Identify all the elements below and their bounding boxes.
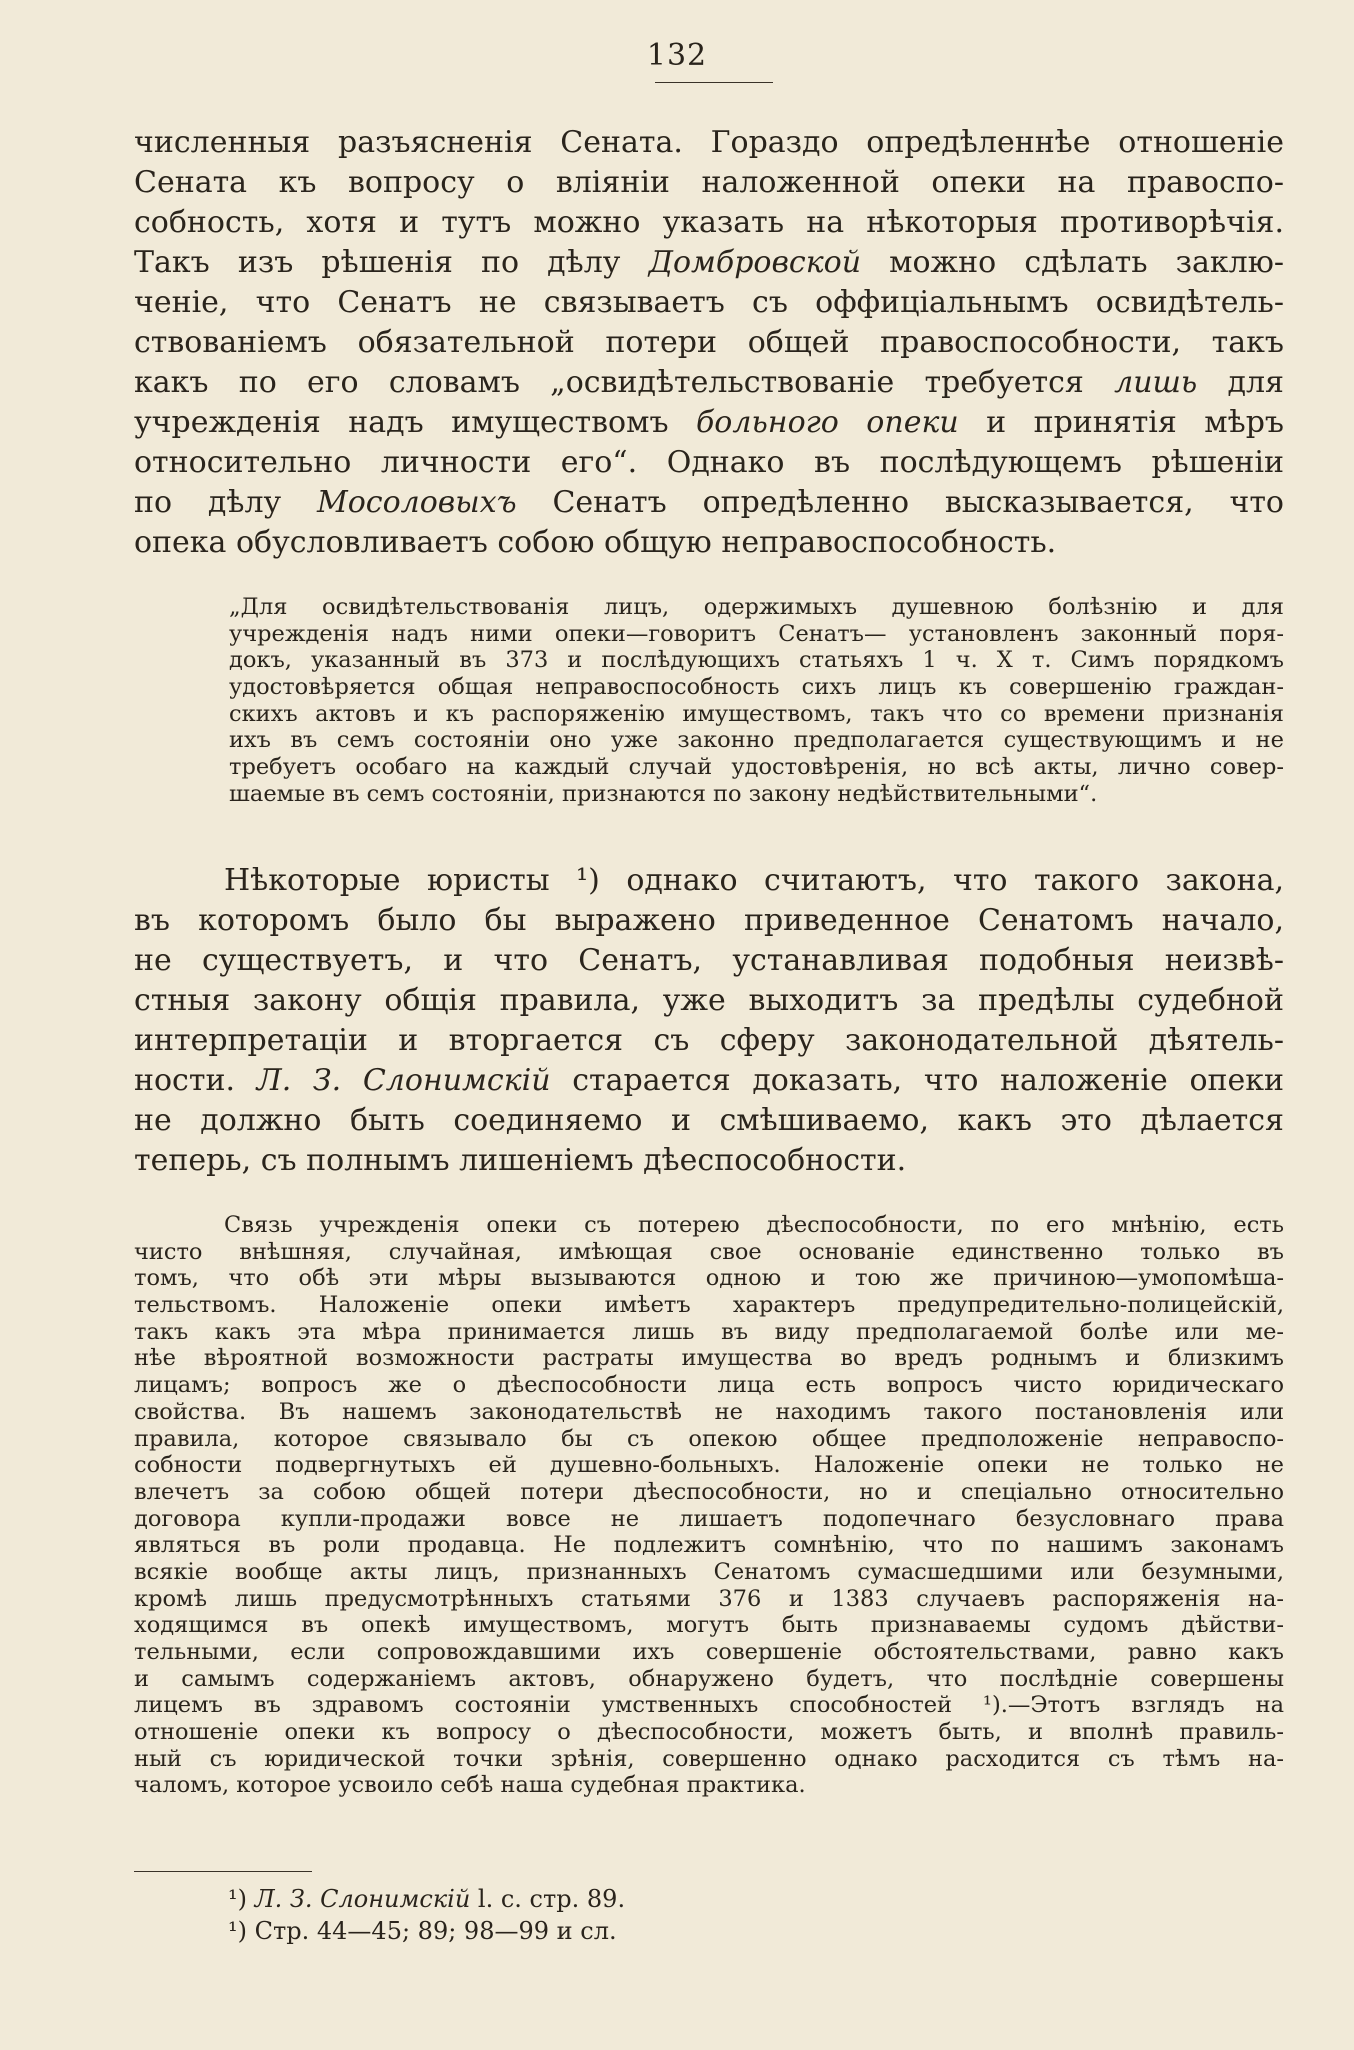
para2-line: теперь, съ полнымъ лишеніемъ дѣеспособности. — [134, 1143, 907, 1178]
para2-line: не существуетъ, и что Сенатъ, устанавливая подобныя неизвѣ- — [134, 943, 1284, 978]
para1-line: ствованіемъ обязательной потери общей правоспособности, такъ — [134, 325, 1284, 360]
para3-line: тельными, если сопровождавшими ихъ совершеніе обстоятельствами, равно какъ — [134, 1639, 1284, 1665]
para3-line: отношеніе опеки къ вопросу о дѣеспособности, можетъ быть, и вполнѣ правиль- — [134, 1719, 1284, 1746]
para1-line: численныя разъясненія Сената. Гораздо опредѣленнѣе отношеніе — [134, 125, 1284, 160]
para1-line: учрежденія надъ имуществомъ больного опеки и принятія мѣръ — [134, 405, 1284, 440]
para3-line: правила, которое связывало бы съ опекою общее предположеніе неправоспо- — [134, 1425, 1284, 1452]
para1-line: опека обусловливаетъ собою общую неправоспособность. — [134, 525, 1057, 560]
para3-line: ный съ юридической точки зрѣнія, совершенно однако расходится съ тѣмъ на- — [134, 1745, 1284, 1772]
quote-line: требуетъ особаго на каждый случай удостовѣренія, но всѣ акты, лично совер- — [229, 754, 1284, 781]
quote-line: удостовѣряется общая неправоспособность сихъ лицъ къ совершенію граждан- — [229, 674, 1284, 701]
para3-line: лицемъ въ здравомъ состояніи умственныхъ способностей ¹).—Этотъ взглядъ на — [134, 1692, 1284, 1719]
footnote-1 — [228, 1885, 625, 1913]
para2-line: Нѣкоторые юристы ¹) однако считаютъ, что такого закона, — [224, 863, 1284, 898]
para3-line: свойства. Въ нашемъ законодательствѣ не находимъ такого постановленія или — [134, 1398, 1284, 1425]
quote-line: „Для освидѣтельствованія лицъ, одержимыхъ душевною болѣзнію и для — [229, 594, 1284, 620]
quote-line: учрежденія надъ ними опеки—говоритъ Сенатъ— установленъ законный поря- — [229, 620, 1284, 647]
quote-line: докъ, указанный въ 373 и послѣдующихъ статьяхъ 1 ч. X т. Симъ порядкомъ — [229, 647, 1284, 674]
para3-line: такъ какъ эта мѣра принимается лишь въ виду предполагаемой болѣе или ме- — [134, 1318, 1284, 1345]
footnote-mark: ¹) — [228, 1917, 247, 1945]
para3-line: нѣе вѣроятной возможности растраты имущества во вредъ роднымъ и близкимъ — [134, 1345, 1284, 1372]
para1-line: какъ по его словамъ „освидѣтельствованіе требуется лишь для — [134, 365, 1284, 400]
para3-line: тельствомъ. Наложеніе опеки имѣетъ характеръ предупредительно-полицейскій, — [134, 1292, 1284, 1319]
para1-line: относительно личности его“. Однако въ послѣдующемъ рѣшеніи — [134, 445, 1284, 480]
page-number: 132 — [646, 38, 708, 73]
footnote-author: Л. З. Слонимскій — [254, 1885, 471, 1913]
quote-line: скихъ актовъ и къ распоряженію имуществомъ, такъ что со времени признанія — [229, 700, 1284, 727]
footnote-mark: ¹) — [228, 1885, 247, 1913]
para2-line: стныя закону общія правила, уже выходитъ за предѣлы судебной — [134, 983, 1284, 1018]
paragraph-1 — [134, 123, 1284, 563]
para2-line: ности. Л. З. Слонимскій старается доказать, что наложеніе опеки — [134, 1063, 1284, 1098]
para2-line: интерпретаціи и вторгается съ сферу законодательной дѣятель- — [134, 1023, 1284, 1058]
para1-line: собность, хотя и тутъ можно указать на нѣкоторыя противорѣчія. — [134, 205, 1284, 240]
footnote-text: Стр. 44—45; 89; 98—99 и сл. — [254, 1917, 617, 1945]
para3-line: и самымъ содержаніемъ актовъ, обнаружено будетъ, что послѣдніе совершены — [134, 1665, 1284, 1692]
para2-line: не должно быть соединяемо и смѣшиваемо, какъ это дѣлается — [134, 1103, 1284, 1138]
para1-line: Сената къ вопросу о вліяніи наложенной опеки на правоспо- — [134, 165, 1284, 200]
para1-line: по дѣлу Мосоловыхъ Сенатъ опредѣленно высказывается, что — [134, 485, 1284, 520]
para3-line: чисто внѣшняя, случайная, имѣющая свое основаніе единственно только въ — [134, 1238, 1284, 1265]
para1-line: Такъ изъ рѣшенія по дѣлу Домбровской можно сдѣлать заклю- — [134, 245, 1284, 280]
footnote-2 — [228, 1917, 617, 1945]
paragraph-3 — [134, 1212, 1284, 1799]
para3-line: кромѣ лишь предусмотрѣнныхъ статьями 376 и 1383 случаевъ распоряженія на- — [134, 1585, 1284, 1612]
senate-quote — [134, 594, 1284, 808]
page-number-rule — [655, 82, 773, 83]
para3-line: собности подвергнутыхъ ей душевно-больныхъ. Наложеніе опеки не только не — [134, 1452, 1284, 1479]
para3-line: всякіе вообще акты лицъ, признанныхъ Сенатомъ сумасшедшими или безумными, — [134, 1558, 1284, 1585]
para3-line: чаломъ, которое усвоило себѣ наша судебная практика. — [134, 1772, 806, 1799]
quote-line: шаемые въ семъ состояніи, признаются по закону недѣйствительными“. — [229, 780, 1098, 807]
para3-line: ходящимся въ опекѣ имуществомъ, могутъ быть признаваемы судомъ дѣйстви- — [134, 1612, 1284, 1639]
footnote-rule — [134, 1871, 312, 1872]
para3-line: Связь учрежденія опеки съ потерею дѣеспособности, по его мнѣнію, есть — [224, 1212, 1284, 1238]
para3-line: являться въ роли продавца. Не подлежитъ сомнѣнію, что по нашимъ законамъ — [134, 1532, 1284, 1559]
para3-line: влечетъ за собою общей потери дѣеспособности, но и спеціально относительно — [134, 1478, 1284, 1505]
paragraph-2 — [134, 861, 1284, 1181]
quote-line: ихъ въ семъ состояніи оно уже законно предполагается существующимъ и не — [229, 727, 1284, 754]
para2-line: въ которомъ было бы выражено приведенное Сенатомъ начало, — [134, 903, 1284, 938]
para3-line: лицамъ; вопросъ же о дѣеспособности лица есть вопросъ чисто юридическаго — [134, 1372, 1284, 1399]
footnote-ref: l. c. стр. 89. — [470, 1885, 626, 1913]
para1-line: ченіе, что Сенатъ не связываетъ съ оффиціальнымъ освидѣтель- — [134, 285, 1284, 320]
para3-line: договора купли-продажи вовсе не лишаетъ подопечнаго безусловнаго права — [134, 1505, 1284, 1532]
para3-line: томъ, что обѣ эти мѣры вызываются одною и тою же причиною—умопомѣша- — [134, 1265, 1284, 1292]
